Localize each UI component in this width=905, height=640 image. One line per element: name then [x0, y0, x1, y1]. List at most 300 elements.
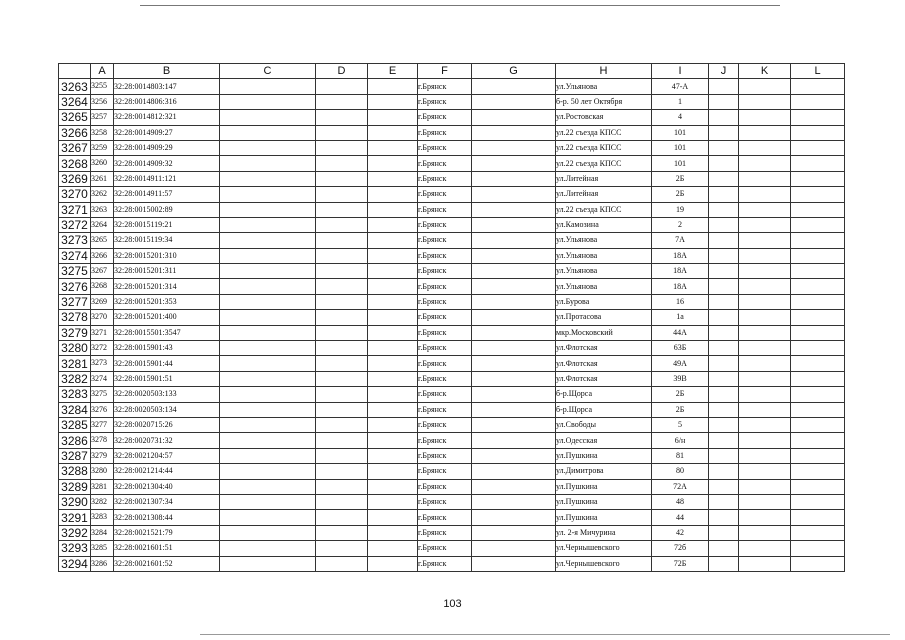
cell-j — [709, 264, 739, 279]
cell-k — [739, 171, 791, 186]
cell-d — [316, 140, 368, 155]
cell-a: 3256 — [91, 94, 114, 109]
column-header-j[interactable]: J — [709, 64, 739, 79]
cell-d — [316, 448, 368, 463]
cell-l — [791, 217, 845, 232]
column-header-h[interactable]: H — [556, 64, 652, 79]
cell-a: 3283 — [91, 510, 114, 525]
cell-g — [472, 248, 556, 263]
column-header-a[interactable]: A — [91, 64, 114, 79]
table-row — [59, 110, 845, 125]
cell-f: г.Брянск — [418, 325, 472, 340]
cell-i: 18А — [652, 264, 709, 279]
cell-b: 32:28:0015901:43 — [114, 341, 220, 356]
table-row — [59, 387, 845, 402]
cell-g — [472, 279, 556, 294]
cell-b: 32:28:0020503:134 — [114, 402, 220, 417]
row-number: 3273 — [59, 233, 91, 248]
row-number: 3270 — [59, 187, 91, 202]
cell-g — [472, 464, 556, 479]
cell-i: 5 — [652, 417, 709, 432]
cell-a: 3262 — [91, 187, 114, 202]
cell-d — [316, 187, 368, 202]
cell-k — [739, 233, 791, 248]
cell-d — [316, 525, 368, 540]
cell-d — [316, 125, 368, 140]
cell-e — [368, 325, 418, 340]
column-header-c[interactable]: C — [220, 64, 316, 79]
cell-h: ул.22 съезда КПСС — [556, 156, 652, 171]
cell-k — [739, 541, 791, 556]
cell-i: 16 — [652, 294, 709, 309]
cell-i: 1 — [652, 94, 709, 109]
cell-b: 32:28:0015119:34 — [114, 233, 220, 248]
cell-i: 18А — [652, 248, 709, 263]
cell-d — [316, 171, 368, 186]
cell-d — [316, 556, 368, 571]
cell-f: г.Брянск — [418, 217, 472, 232]
cell-g — [472, 433, 556, 448]
table-row — [59, 402, 845, 417]
table-row — [59, 417, 845, 432]
cell-c — [220, 479, 316, 494]
cell-k — [739, 279, 791, 294]
cell-c — [220, 525, 316, 540]
cell-h: мкр.Московский — [556, 325, 652, 340]
cell-d — [316, 248, 368, 263]
cell-d — [316, 110, 368, 125]
cell-e — [368, 510, 418, 525]
cell-a: 3276 — [91, 402, 114, 417]
cell-j — [709, 171, 739, 186]
cell-g — [472, 187, 556, 202]
cell-b: 32:28:0015501:3547 — [114, 325, 220, 340]
cell-l — [791, 140, 845, 155]
cell-c — [220, 310, 316, 325]
cell-l — [791, 156, 845, 171]
cell-e — [368, 140, 418, 155]
cell-f: г.Брянск — [418, 556, 472, 571]
cell-e — [368, 556, 418, 571]
row-number: 3283 — [59, 387, 91, 402]
cell-g — [472, 156, 556, 171]
cell-h: ул.Протасова — [556, 310, 652, 325]
cell-h: ул.Пушкина — [556, 448, 652, 463]
cell-c — [220, 94, 316, 109]
cell-d — [316, 510, 368, 525]
cell-g — [472, 110, 556, 125]
cell-b: 32:28:0021204:57 — [114, 448, 220, 463]
cell-d — [316, 156, 368, 171]
cell-a: 3255 — [91, 79, 114, 94]
scan-line-top — [140, 5, 780, 6]
cell-k — [739, 156, 791, 171]
cell-f: г.Брянск — [418, 187, 472, 202]
row-number: 3286 — [59, 433, 91, 448]
cell-d — [316, 94, 368, 109]
cell-h: ул.Чернышевского — [556, 556, 652, 571]
cell-i: 39В — [652, 371, 709, 386]
cell-e — [368, 125, 418, 140]
cell-g — [472, 387, 556, 402]
cell-b: 32:28:0015901:51 — [114, 371, 220, 386]
cell-j — [709, 448, 739, 463]
cell-k — [739, 110, 791, 125]
cell-d — [316, 541, 368, 556]
cell-f: г.Брянск — [418, 310, 472, 325]
cell-a: 3267 — [91, 264, 114, 279]
row-number: 3290 — [59, 494, 91, 509]
cell-l — [791, 325, 845, 340]
column-header-k[interactable]: K — [739, 64, 791, 79]
cell-k — [739, 402, 791, 417]
cell-f: г.Брянск — [418, 371, 472, 386]
cell-h: ул.Флотская — [556, 356, 652, 371]
cell-a: 3282 — [91, 494, 114, 509]
cell-a: 3274 — [91, 371, 114, 386]
column-header-i[interactable]: I — [652, 64, 709, 79]
cell-h: ул.Свободы — [556, 417, 652, 432]
cell-i: 63Б — [652, 341, 709, 356]
cell-i: 101 — [652, 140, 709, 155]
cell-l — [791, 171, 845, 186]
cell-j — [709, 402, 739, 417]
cell-c — [220, 541, 316, 556]
row-number: 3288 — [59, 464, 91, 479]
cell-g — [472, 541, 556, 556]
table-row — [59, 94, 845, 109]
row-number: 3284 — [59, 402, 91, 417]
table-row — [59, 187, 845, 202]
cell-i: 47-А — [652, 79, 709, 94]
column-header-b[interactable]: B — [114, 64, 220, 79]
cell-f: г.Брянск — [418, 171, 472, 186]
cell-a: 3257 — [91, 110, 114, 125]
cell-d — [316, 310, 368, 325]
cell-f: г.Брянск — [418, 356, 472, 371]
cell-a: 3260 — [91, 156, 114, 171]
cell-c — [220, 156, 316, 171]
cell-f: г.Брянск — [418, 202, 472, 217]
table-row — [59, 464, 845, 479]
cell-b: 32:28:0014803:147 — [114, 79, 220, 94]
cell-l — [791, 448, 845, 463]
cell-g — [472, 356, 556, 371]
cell-h: ул.Чернышевского — [556, 541, 652, 556]
cell-g — [472, 341, 556, 356]
row-number: 3266 — [59, 125, 91, 140]
row-number: 3294 — [59, 556, 91, 571]
cell-k — [739, 187, 791, 202]
cell-e — [368, 433, 418, 448]
cell-f: г.Брянск — [418, 479, 472, 494]
cell-f: г.Брянск — [418, 494, 472, 509]
cell-l — [791, 94, 845, 109]
cell-i: 72б — [652, 541, 709, 556]
cell-a: 3264 — [91, 217, 114, 232]
cell-l — [791, 541, 845, 556]
cell-k — [739, 217, 791, 232]
cell-k — [739, 140, 791, 155]
cell-d — [316, 264, 368, 279]
cell-i: 44 — [652, 510, 709, 525]
cell-e — [368, 525, 418, 540]
cell-f: г.Брянск — [418, 525, 472, 540]
cell-d — [316, 387, 368, 402]
cell-a: 3284 — [91, 525, 114, 540]
cell-f: г.Брянск — [418, 140, 472, 155]
cell-g — [472, 202, 556, 217]
cell-d — [316, 356, 368, 371]
cell-e — [368, 187, 418, 202]
cell-l — [791, 79, 845, 94]
cell-e — [368, 171, 418, 186]
cell-g — [472, 325, 556, 340]
cell-c — [220, 79, 316, 94]
cell-h: ул.Ростовская — [556, 110, 652, 125]
cell-e — [368, 464, 418, 479]
cell-b: 32:28:0021601:52 — [114, 556, 220, 571]
cell-g — [472, 125, 556, 140]
cell-h: ул. 2-я Мичурина — [556, 525, 652, 540]
row-number: 3291 — [59, 510, 91, 525]
table-row — [59, 264, 845, 279]
cell-i: 2Б — [652, 187, 709, 202]
page-number: 103 — [443, 598, 462, 610]
cell-l — [791, 248, 845, 263]
cell-a: 3269 — [91, 294, 114, 309]
cell-f: г.Брянск — [418, 248, 472, 263]
cell-d — [316, 433, 368, 448]
cell-d — [316, 325, 368, 340]
cell-a: 3261 — [91, 171, 114, 186]
cell-a: 3277 — [91, 417, 114, 432]
cell-h: ул.Ульянова — [556, 264, 652, 279]
cell-j — [709, 125, 739, 140]
table-row — [59, 279, 845, 294]
cell-c — [220, 233, 316, 248]
table-row — [59, 140, 845, 155]
cell-h: ул.22 съезда КПСС — [556, 140, 652, 155]
cell-h: ул.Ульянова — [556, 233, 652, 248]
cell-g — [472, 171, 556, 186]
cell-k — [739, 433, 791, 448]
cell-k — [739, 125, 791, 140]
cell-b: 32:28:0021308:44 — [114, 510, 220, 525]
cell-c — [220, 556, 316, 571]
row-number: 3281 — [59, 356, 91, 371]
cell-l — [791, 479, 845, 494]
cell-j — [709, 202, 739, 217]
table-row — [59, 541, 845, 556]
cell-l — [791, 294, 845, 309]
cell-c — [220, 448, 316, 463]
cell-l — [791, 510, 845, 525]
cell-d — [316, 233, 368, 248]
cell-c — [220, 294, 316, 309]
cell-f: г.Брянск — [418, 387, 472, 402]
cell-c — [220, 110, 316, 125]
cell-i: 2 — [652, 217, 709, 232]
row-number: 3277 — [59, 294, 91, 309]
cell-e — [368, 79, 418, 94]
cell-k — [739, 448, 791, 463]
cell-g — [472, 79, 556, 94]
cell-e — [368, 310, 418, 325]
cell-i: 1а — [652, 310, 709, 325]
column-header-f[interactable]: F — [418, 64, 472, 79]
cell-e — [368, 248, 418, 263]
cell-e — [368, 541, 418, 556]
cell-e — [368, 94, 418, 109]
cell-j — [709, 248, 739, 263]
cell-d — [316, 279, 368, 294]
cell-i: 7А — [652, 233, 709, 248]
cell-b: 32:28:0014909:27 — [114, 125, 220, 140]
cell-g — [472, 310, 556, 325]
cell-e — [368, 110, 418, 125]
cell-l — [791, 387, 845, 402]
cell-j — [709, 156, 739, 171]
cell-f: г.Брянск — [418, 464, 472, 479]
cell-f: г.Брянск — [418, 156, 472, 171]
cell-l — [791, 417, 845, 432]
cell-c — [220, 187, 316, 202]
column-header-e[interactable]: E — [368, 64, 418, 79]
cell-f: г.Брянск — [418, 510, 472, 525]
row-number: 3292 — [59, 525, 91, 540]
row-number: 3265 — [59, 110, 91, 125]
cell-a: 3285 — [91, 541, 114, 556]
cell-b: 32:28:0020503:133 — [114, 387, 220, 402]
cell-i: 48 — [652, 494, 709, 509]
cell-a: 3275 — [91, 387, 114, 402]
cell-c — [220, 264, 316, 279]
cell-d — [316, 294, 368, 309]
cell-g — [472, 217, 556, 232]
column-header-d[interactable]: D — [316, 64, 368, 79]
table-row — [59, 202, 845, 217]
column-header-l[interactable]: L — [791, 64, 845, 79]
cell-i: 18А — [652, 279, 709, 294]
cell-e — [368, 402, 418, 417]
cell-i: 4 — [652, 110, 709, 125]
cell-l — [791, 556, 845, 571]
table-row — [59, 217, 845, 232]
row-number: 3279 — [59, 325, 91, 340]
cell-a: 3271 — [91, 325, 114, 340]
cell-e — [368, 448, 418, 463]
cell-h: ул.Ульянова — [556, 79, 652, 94]
cell-h: ул.Пушкина — [556, 494, 652, 509]
cell-i: 42 — [652, 525, 709, 540]
row-number: 3274 — [59, 248, 91, 263]
cell-j — [709, 433, 739, 448]
table-row — [59, 356, 845, 371]
cell-h: ул.Флотская — [556, 341, 652, 356]
cell-e — [368, 202, 418, 217]
cell-j — [709, 140, 739, 155]
cell-h: ул.Флотская — [556, 371, 652, 386]
cell-i: 101 — [652, 125, 709, 140]
cell-b: 32:28:0014812:321 — [114, 110, 220, 125]
cell-l — [791, 494, 845, 509]
cell-h: ул.22 съезда КПСС — [556, 125, 652, 140]
row-number: 3293 — [59, 541, 91, 556]
cell-c — [220, 494, 316, 509]
cell-j — [709, 233, 739, 248]
cell-h: б-р. 50 лет Октября — [556, 94, 652, 109]
cell-d — [316, 417, 368, 432]
cell-k — [739, 94, 791, 109]
cell-b: 32:28:0015119:21 — [114, 217, 220, 232]
cell-g — [472, 371, 556, 386]
cell-b: 32:28:0021601:51 — [114, 541, 220, 556]
cell-f: г.Брянск — [418, 233, 472, 248]
row-number: 3276 — [59, 279, 91, 294]
cell-k — [739, 202, 791, 217]
cell-d — [316, 402, 368, 417]
cell-h: ул.Бурова — [556, 294, 652, 309]
cell-b: 32:28:0021214:44 — [114, 464, 220, 479]
cell-j — [709, 479, 739, 494]
cell-d — [316, 79, 368, 94]
cell-a: 3278 — [91, 433, 114, 448]
cell-j — [709, 556, 739, 571]
cell-h: б-р.Щорса — [556, 402, 652, 417]
cell-a: 3272 — [91, 341, 114, 356]
cell-j — [709, 387, 739, 402]
table-row — [59, 556, 845, 571]
table-row — [59, 448, 845, 463]
cell-g — [472, 140, 556, 155]
table-row — [59, 341, 845, 356]
cell-f: г.Брянск — [418, 341, 472, 356]
cell-l — [791, 371, 845, 386]
row-number: 3272 — [59, 217, 91, 232]
cell-k — [739, 494, 791, 509]
cell-b: 32:28:0021304:40 — [114, 479, 220, 494]
cell-e — [368, 494, 418, 509]
column-header-g[interactable]: G — [472, 64, 556, 79]
table-row — [59, 479, 845, 494]
cell-e — [368, 264, 418, 279]
cell-l — [791, 464, 845, 479]
cell-f: г.Брянск — [418, 417, 472, 432]
cell-b: 32:28:0021521:79 — [114, 525, 220, 540]
cell-b: 32:28:0014909:32 — [114, 156, 220, 171]
table-row — [59, 79, 845, 94]
cell-k — [739, 371, 791, 386]
cell-e — [368, 417, 418, 432]
corner-cell — [59, 64, 91, 79]
cell-h: ул.Ульянова — [556, 248, 652, 263]
cell-a: 3281 — [91, 479, 114, 494]
cell-c — [220, 325, 316, 340]
cell-g — [472, 294, 556, 309]
row-number: 3271 — [59, 202, 91, 217]
cell-c — [220, 125, 316, 140]
cell-i: 101 — [652, 156, 709, 171]
row-number: 3278 — [59, 310, 91, 325]
cell-h: ул.Одесская — [556, 433, 652, 448]
scan-line-bottom — [200, 634, 890, 635]
cell-a: 3286 — [91, 556, 114, 571]
cell-j — [709, 541, 739, 556]
table-row — [59, 156, 845, 171]
cell-l — [791, 525, 845, 540]
cell-j — [709, 371, 739, 386]
